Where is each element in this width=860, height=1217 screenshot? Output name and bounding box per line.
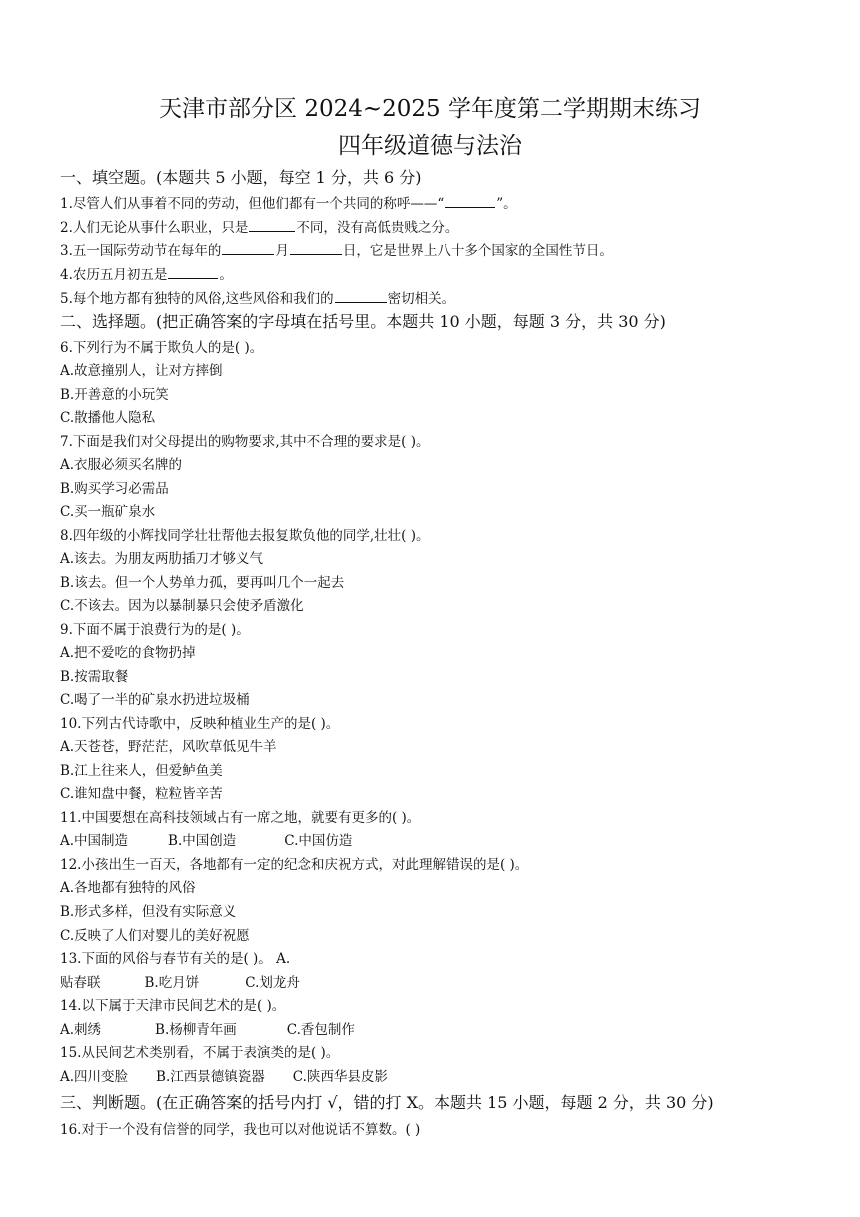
section1-heading: 一、填空题。(本题共 5 小题，每空 1 分，共 6 分): [60, 168, 422, 187]
question-1-text: 1.尽管人们从事着不同的劳动，但他们都有一个共同的称呼——“: [60, 196, 445, 212]
question-7-option-b: B.购买学习必需品: [60, 481, 169, 497]
question-8-option-c: C.不该去。因为以暴制暴只会使矛盾激化: [60, 598, 304, 614]
question-2: [60, 217, 458, 238]
question-3-mid: 月: [275, 243, 289, 259]
question-4: [60, 264, 233, 285]
question-10-option-c: C.谁知盘中餐，粒粒皆辛苦: [60, 786, 223, 802]
exam-subtitle: 四年级道德与法治: [338, 133, 522, 159]
question-6-option-c: C.散播他人隐私: [60, 410, 156, 426]
question-9-option-a: A.把不爱吃的食物扔掉: [60, 645, 196, 661]
question-3-tail: 日，它是世界上八十多个国家的全国性节日。: [342, 243, 613, 259]
question-8-option-b: B.该去。但一个人势单力孤，要再叫几个一起去: [60, 575, 345, 591]
question-13-stem: 13.下面的风俗与春节有关的是( )。 A.: [60, 951, 291, 967]
question-10-option-a: A.天苍苍，野茫茫，风吹草低见牛羊: [60, 739, 277, 755]
question-4-text: 4.农历五月初五是: [60, 267, 168, 283]
question-13-option-b: B.吃月饼: [144, 975, 200, 991]
exam-title: 天津市部分区 2024~2025 学年度第二学期期末练习: [159, 96, 701, 122]
question-12-stem: 12.小孩出生一百天，各地都有一定的纪念和庆祝方式，对此理解错误的是( )。: [60, 857, 529, 873]
question-13-options: [60, 973, 300, 993]
answer-blank: [249, 217, 295, 232]
section3-heading: 三、判断题。(在正确答案的括号内打 √，错的打 X。本题共 15 小题，每题 2 分，共 30 分): [60, 1093, 714, 1112]
question-1: [60, 193, 517, 214]
question-11-options: [60, 831, 352, 851]
question-12-option-c: C.反映了人们对婴儿的美好祝愿: [60, 928, 250, 944]
question-10-stem: 10.下列古代诗歌中，反映种植业生产的是( )。: [60, 716, 340, 732]
answer-blank: [335, 288, 387, 303]
question-7-stem: 7.下面是我们对父母提出的购物要求,其中不合理的要求是( )。: [60, 434, 430, 450]
question-5: [60, 288, 455, 309]
question-11-option-a: A.中国制造: [60, 833, 129, 849]
question-6-option-a: A.故意撞别人，让对方摔倒: [60, 363, 223, 379]
question-2-text: 2.人们无论从事什么职业，只是: [60, 220, 249, 236]
question-8-option-a: A.该去。为朋友两肋插刀才够义气: [60, 551, 264, 567]
question-14-options: [60, 1020, 355, 1040]
question-14-option-c: C.香包制作: [286, 1022, 355, 1038]
question-4-tail: 。: [219, 267, 233, 283]
question-13-option-c: C.划龙舟: [245, 975, 300, 991]
question-15-stem: 15.从民间艺术类别看，不属于表演类的是( )。: [60, 1045, 340, 1061]
question-10-option-b: B.江上往来人，但爱鲈鱼美: [60, 763, 223, 779]
question-14-option-b: B.杨柳青年画: [155, 1022, 237, 1038]
question-1-tail: ”。: [496, 196, 517, 212]
question-15-option-c: C.陕西华县皮影: [292, 1069, 388, 1085]
section2-heading: 二、选择题。(把正确答案的字母填在括号里。本题共 10 小题，每题 3 分，共 30 分): [60, 312, 666, 331]
answer-blank: [445, 193, 495, 208]
question-6-option-b: B.开善意的小玩笑: [60, 387, 169, 403]
question-9-stem: 9.下面不属于浪费行为的是( )。: [60, 622, 250, 638]
question-9-option-c: C.喝了一半的矿泉水扔进垃圾桶: [60, 692, 250, 708]
question-11-option-c: C.中国仿造: [284, 833, 353, 849]
question-15-option-b: B.江西景德镇瓷器: [156, 1069, 265, 1085]
question-6-stem: 6.下列行为不属于欺负人的是( )。: [60, 340, 264, 356]
question-12-option-a: A.各地都有独特的风俗: [60, 880, 196, 896]
question-9-option-b: B.按需取餐: [60, 669, 129, 685]
question-8-stem: 8.四年级的小辉找同学壮壮帮他去报复欺负他的同学,壮壮( )。: [60, 528, 430, 544]
question-15-option-a: A.四川变脸: [60, 1069, 129, 1085]
question-14-option-a: A.刺绣: [60, 1022, 102, 1038]
question-7-option-c: C.买一瓶矿泉水: [60, 504, 156, 520]
question-15-options: [60, 1067, 388, 1087]
question-5-text: 5.每个地方都有独特的风俗,这些风俗和我们的: [60, 291, 334, 307]
answer-blank: [290, 240, 342, 255]
question-12-option-b: B.形式多样，但没有实际意义: [60, 904, 237, 920]
question-3: [60, 240, 613, 261]
answer-blank: [168, 264, 218, 279]
question-14-stem: 14.以下属于天津市民间艺术的是( )。: [60, 998, 286, 1014]
question-11-stem: 11.中国要想在高科技领域占有一席之地，就要有更多的( )。: [60, 810, 421, 826]
question-3-text: 3.五一国际劳动节在每年的: [60, 243, 222, 259]
question-11-option-b: B.中国创造: [168, 833, 237, 849]
question-2-tail: 不同，没有高低贵贱之分。: [296, 220, 459, 236]
question-7-option-a: A.衣服必须买名牌的: [60, 457, 183, 473]
question-5-tail: 密切相关。: [387, 291, 456, 307]
question-16: 16.对于一个没有信誉的同学，我也可以对他说话不算数。( ): [60, 1122, 421, 1138]
answer-blank: [222, 240, 274, 255]
question-13-option-a: 贴春联: [60, 975, 101, 991]
